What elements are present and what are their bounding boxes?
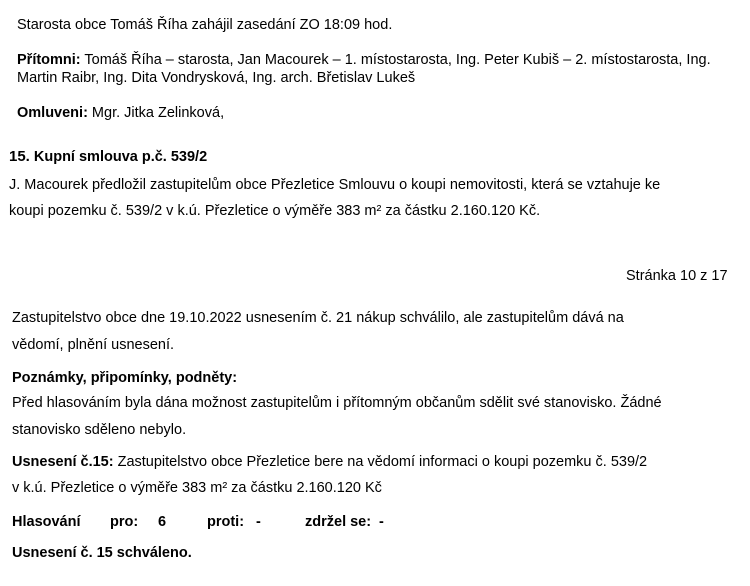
present-names-1: Tomáš Říha – starosta, Jan Macourek – 1. místostarosta, Ing. Peter Kubiš – 2. místostarosta, Ing. [80,52,711,68]
continuation-line-2: vědomí, plnění usnesení. [12,337,175,353]
excused-label: Omluveni: [17,105,88,121]
excused-line [17,103,224,123]
continuation-line-1: Zastupitelstvo obce dne 19.10.2022 usnesením č. 21 nákup schválilo, ale zastupitelům dává na [12,310,624,326]
excused-names: Mgr. Jitka Zelinková, [87,105,225,121]
item-title: Kupní smlouva p.č. 539/2 [33,149,208,165]
item-paragraph-1: J. Macourek předložil zastupitelům obce Přezletice Smlouvu o koupi nemovitosti, která se vztahuje ke [9,177,661,193]
vote-against-label: proti: [207,514,245,530]
item-number: 15. [9,148,30,165]
resolution-label: Usnesení č.15: [12,454,114,470]
resolution-result: Usnesení č. 15 schváleno. [12,545,192,561]
vote-label: Hlasování [12,514,81,530]
page-number: Stránka 10 z 17 [626,268,728,284]
resolution-line-1 [12,452,647,472]
present-line-1 [17,50,711,70]
vote-against-value: - [256,514,261,530]
notes-label: Poznámky, připomínky, podněty: [12,370,238,386]
present-label: Přítomni: [17,52,81,68]
notes-line-2: stanovisko sděleno nebylo. [12,422,187,438]
resolution-line-2: v k.ú. Přezletice o výměře 383 m² za částku 2.160.120 Kč [12,480,382,496]
vote-for-label: pro: [110,514,139,530]
vote-abstain-value: - [379,514,384,530]
item-heading [9,147,207,167]
resolution-text-1: Zastupitelstvo obce Přezletice bere na vědomí informaci o koupi pozemku č. 539/2 [113,454,648,470]
vote-for-value: 6 [158,514,167,530]
item-paragraph-2: koupi pozemku č. 539/2 v k.ú. Přezletice o výměře 383 m² za částku 2.160.120 Kč. [9,203,541,219]
notes-line-1: Před hlasováním byla dána možnost zastupitelům i přítomným občanům sdělit své stanovisko. Žádné [12,395,662,411]
opening-statement: Starosta obce Tomáš Říha zahájil zasedání ZO 18:09 hod. [17,17,393,33]
vote-abstain-label: zdržel se: [305,514,372,530]
present-names-2: Martin Raibr, Ing. Dita Vondrysková, Ing. arch. Břetislav Lukeš [17,70,416,86]
